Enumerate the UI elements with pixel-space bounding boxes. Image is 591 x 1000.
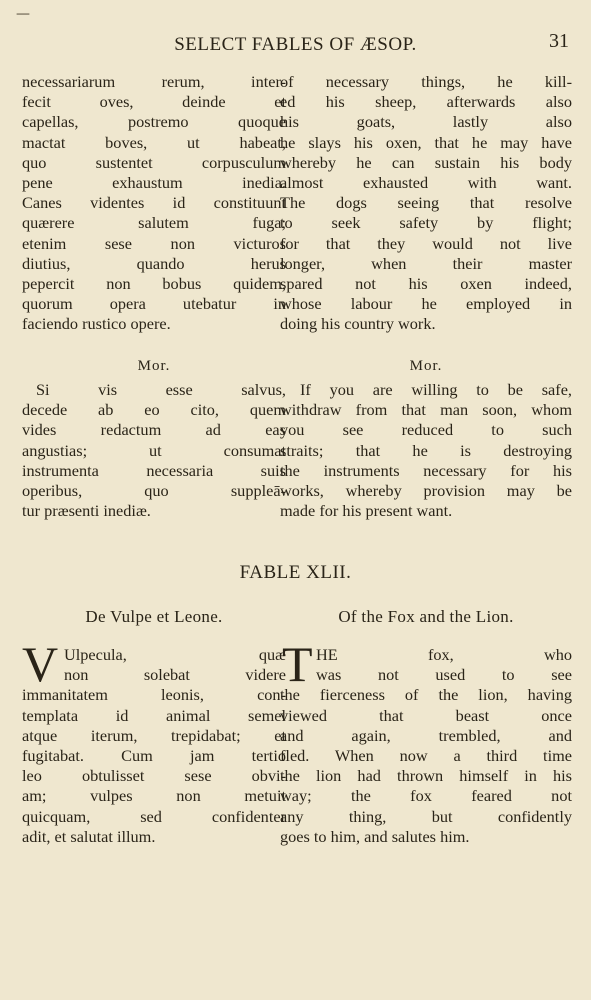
english-line: way; the fox feared not (280, 786, 572, 806)
latin-line: fugitabat. Cum jam tertio (22, 745, 286, 765)
latin-line: quærere salutem fuga; (22, 213, 286, 233)
english-line: fled. When now a third time (280, 745, 572, 765)
english-column-top (280, 72, 572, 334)
latin-line: quicquam, sed confidenter (22, 806, 286, 826)
english-line: ed his sheep, afterwards also (280, 92, 572, 112)
latin-line: fecit oves, deinde et (22, 92, 286, 112)
latin-column-top (22, 72, 286, 334)
english-line: was not used to see (316, 665, 572, 685)
english-line: of necessary things, he kill- (280, 72, 572, 91)
page-number: 31 (549, 30, 569, 52)
english-line: doing his country work. (280, 314, 436, 334)
moral-heading-latin: Mor. (137, 358, 171, 374)
english-line: for that they would not live (280, 233, 572, 253)
latin-line: am; vulpes non metuit (22, 786, 286, 806)
latin-line: Canes videntes id constituunt (22, 193, 286, 213)
latin-line: instrumenta necessaria suis (22, 460, 286, 480)
english-line: goes to him, and salutes him. (280, 826, 470, 846)
latin-line: adit, et salutat illum. (22, 826, 156, 846)
latin-line: immanitatem leonis, con- (22, 685, 286, 705)
latin-line: faciendo rustico opere. (22, 314, 171, 334)
latin-line: diutius, quando herus (22, 253, 286, 273)
english-line: almost exhausted with want. (280, 172, 572, 192)
english-line: whose labour he employed in (280, 294, 572, 314)
english-line: his goats, lastly also (280, 112, 572, 132)
latin-line: vides redactum ad eas (22, 420, 286, 440)
latin-line: capellas, postremo quoque (22, 112, 286, 132)
english-line: you see reduced to such (280, 420, 572, 440)
latin-line: pene exhaustum inedia. (22, 172, 286, 192)
english-line: the lion had thrown himself in his (280, 766, 572, 786)
english-line: longer, when their master (280, 253, 572, 273)
english-line: whereby he can sustain his body (280, 152, 572, 172)
english-line: the instruments necessary for his (280, 460, 572, 480)
latin-line: decede ab eo cito, quem (22, 400, 286, 420)
latin-line: etenim sese non victuros (22, 233, 286, 253)
latin-line: mactat boves, ut habeat, (22, 132, 286, 152)
english-subtitle: Of the Fox and the Lion. (338, 607, 514, 626)
english-moral (280, 380, 572, 521)
latin-line: angustias; ut consumat (22, 440, 286, 460)
latin-line: pepercit non bobus quidem, (22, 273, 286, 293)
english-line: The dogs seeing that resolve (280, 193, 572, 213)
english-line: he slays his oxen, that he may have (280, 132, 572, 152)
fable-title: FABLE XLII. (239, 562, 352, 583)
english-line: straits; that he is destroying (280, 440, 572, 460)
latin-line: Si vis esse salvus, (36, 380, 286, 399)
latin-line: operibus, quo suppleā- (22, 480, 286, 500)
english-line: viewed that beast once (280, 705, 572, 725)
latin-line: non solebat videre (64, 665, 286, 685)
latin-moral (22, 380, 286, 521)
latin-dropcap: V (22, 636, 59, 692)
english-line: spared not his oxen indeed, (280, 273, 572, 293)
latin-line: quorum opera utebatur in (22, 294, 286, 314)
english-line: the fierceness of the lion, having (280, 685, 572, 705)
english-fable (280, 645, 572, 847)
latin-line: tur præsenti inediæ. (22, 501, 151, 521)
latin-line: Ulpecula, quæ (64, 645, 286, 664)
latin-line: templata id animal semel (22, 705, 286, 725)
english-line: works, whereby provision may be (280, 480, 572, 500)
latin-line: quo sustentet corpusculum (22, 152, 286, 172)
english-line: any thing, but confidently (280, 806, 572, 826)
english-dropcap: T (282, 636, 313, 692)
running-head: SELECT FABLES OF ÆSOP. (174, 34, 417, 55)
english-line: If you are willing to be safe, (300, 380, 572, 399)
english-line: to seek safety by flight; (280, 213, 572, 233)
latin-line: leo obtulisset sese obvi- (22, 766, 286, 786)
latin-line: necessariarum rerum, inter- (22, 72, 286, 91)
page-mark: — (16, 6, 30, 22)
latin-fable (22, 645, 286, 847)
english-line: withdraw from that man soon, whom (280, 400, 572, 420)
latin-subtitle: De Vulpe et Leone. (85, 607, 223, 626)
english-line: made for his present want. (280, 501, 453, 521)
english-line: and again, trembled, and (280, 725, 572, 745)
moral-heading-english: Mor. (409, 358, 443, 374)
english-line: HE fox, who (316, 645, 572, 664)
latin-line: atque iterum, trepidabat; et (22, 725, 286, 745)
